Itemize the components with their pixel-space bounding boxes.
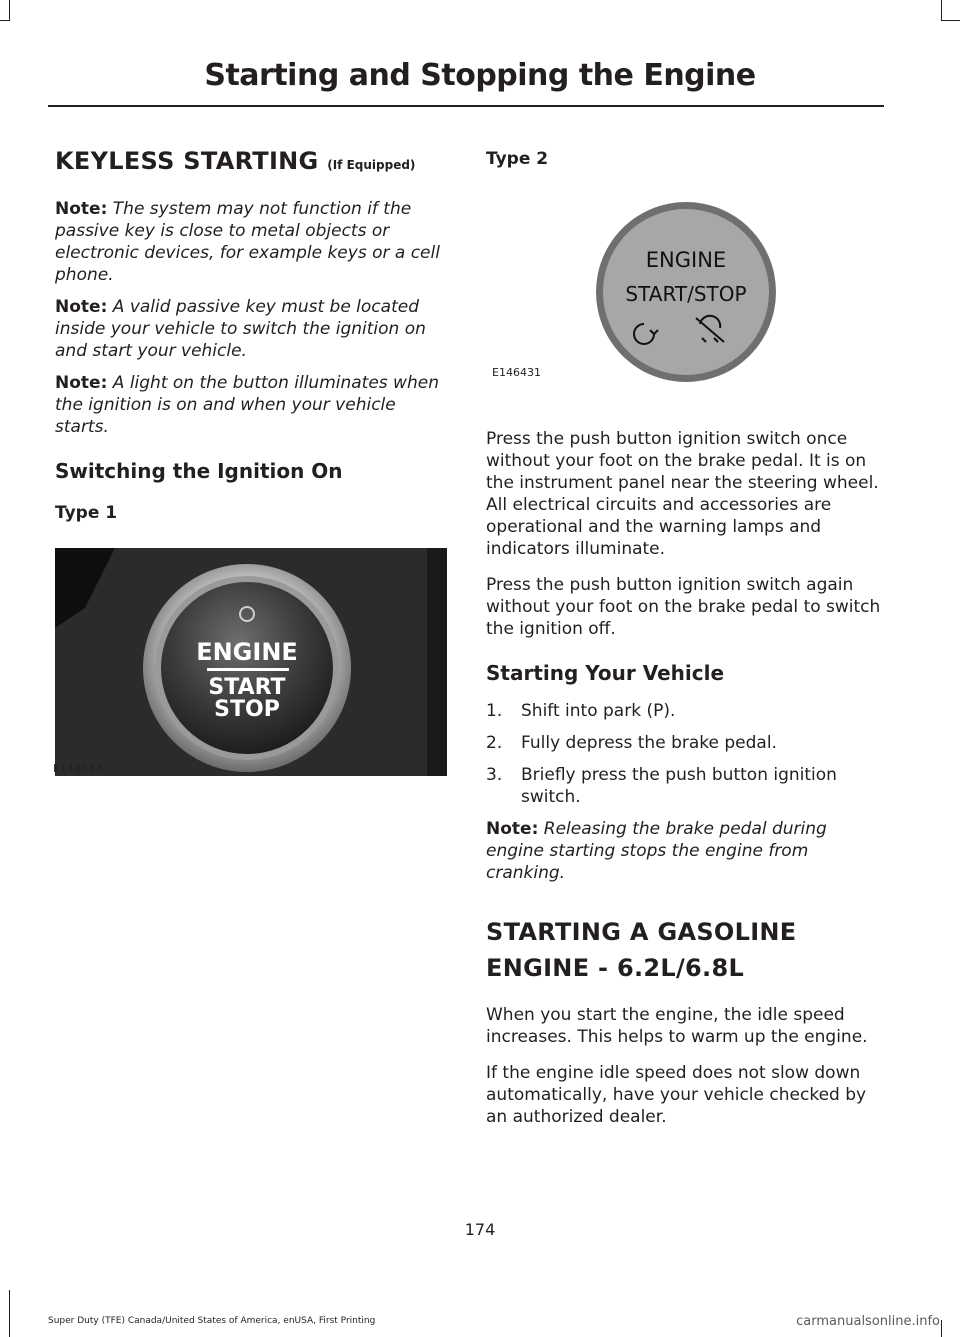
paragraph-dealer: If the engine idle speed does not slow down automatically, have your vehicle checked by an authorized dealer. xyxy=(486,1063,867,1127)
note-label: Note: xyxy=(55,199,108,219)
note-label: Note: xyxy=(55,297,108,317)
page-number: 174 xyxy=(464,1220,496,1239)
paragraph-press-once: Press the push button ignition switch once without your foot on the brake pedal. It is on the instrument panel near the steering wheel. All electrical circuits and accessories are operational and the warning lamps and indicators illuminate. xyxy=(486,429,879,559)
crop-mark xyxy=(9,1290,10,1337)
heading-suffix: (If Equipped) xyxy=(327,158,416,172)
list-item xyxy=(486,732,882,754)
note-2 xyxy=(55,296,447,362)
note-brake-release xyxy=(486,818,882,884)
note-text: A valid passive key must be located inside your vehicle to switch the ignition on and start your vehicle. xyxy=(55,297,426,361)
starting-steps-list xyxy=(486,700,882,808)
heading-line-2: ENGINE - 6.2L/6.8L xyxy=(486,954,745,982)
note-text: Releasing the brake pedal during engine starting stops the engine from cranking. xyxy=(486,819,827,883)
button-text-engine: ENGINE xyxy=(645,248,727,272)
crop-mark xyxy=(9,0,10,20)
note-label: Note: xyxy=(55,373,108,393)
crop-mark xyxy=(941,1320,942,1337)
note-1 xyxy=(55,198,447,286)
button-text-start-stop: START/STOP xyxy=(625,282,747,306)
step-text: Shift into park (P). xyxy=(521,701,676,721)
step-text: Fully depress the brake pedal. xyxy=(521,733,777,753)
list-item xyxy=(486,700,882,722)
paragraph-idle-speed: When you start the engine, the idle speed increases. This helps to warm up the engine. xyxy=(486,1005,868,1047)
figure-type2-button xyxy=(486,196,882,394)
paragraph-press-again: Press the push button ignition switch again without your foot on the brake pedal to switch the ignition off. xyxy=(486,575,881,639)
step-number: 1. xyxy=(486,701,503,721)
document-info: Super Duty (TFE) Canada/United States of America, enUSA, First Printing xyxy=(48,1316,376,1326)
type2-label: Type 2 xyxy=(486,149,549,169)
heading-main: KEYLESS STARTING xyxy=(55,147,319,175)
left-column xyxy=(55,140,447,788)
engine-button-illustration xyxy=(55,548,447,776)
note-3 xyxy=(55,372,447,438)
watermark: carmanualsonline.info xyxy=(796,1314,940,1329)
note-text: The system may not function if the passive key is close to metal objects or electronic devices, for example keys or a cell phone. xyxy=(55,199,440,285)
crop-mark xyxy=(941,0,942,20)
heading-line-1: STARTING A GASOLINE xyxy=(486,918,797,946)
note-label: Note: xyxy=(486,819,539,839)
figure-id: E144447 xyxy=(53,762,102,775)
button-text-engine: ENGINE xyxy=(196,638,298,666)
engine-button-illustration-type2 xyxy=(486,196,882,386)
subheading-starting-vehicle: Starting Your Vehicle xyxy=(486,661,725,685)
crop-mark xyxy=(941,20,960,21)
step-text: Briefly press the push button ignition switch. xyxy=(521,765,837,807)
subheading-ignition-on: Switching the Ignition On xyxy=(55,459,343,483)
button-text-start: START xyxy=(208,675,286,700)
right-column xyxy=(486,140,882,1128)
header-divider xyxy=(48,105,884,107)
step-number: 2. xyxy=(486,733,503,753)
list-item xyxy=(486,764,882,808)
figure-type1-button xyxy=(55,548,447,788)
crop-mark xyxy=(0,20,10,21)
type1-label: Type 1 xyxy=(55,503,118,523)
button-text-stop: STOP xyxy=(214,697,280,722)
figure-id: E146431 xyxy=(492,366,541,379)
step-number: 3. xyxy=(486,765,503,785)
section-heading-gasoline xyxy=(486,914,882,986)
note-text: A light on the button illuminates when the ignition is on and when your vehicle starts. xyxy=(55,373,439,437)
section-heading-keyless xyxy=(55,146,447,180)
page-title: Starting and Stopping the Engine xyxy=(204,58,756,93)
